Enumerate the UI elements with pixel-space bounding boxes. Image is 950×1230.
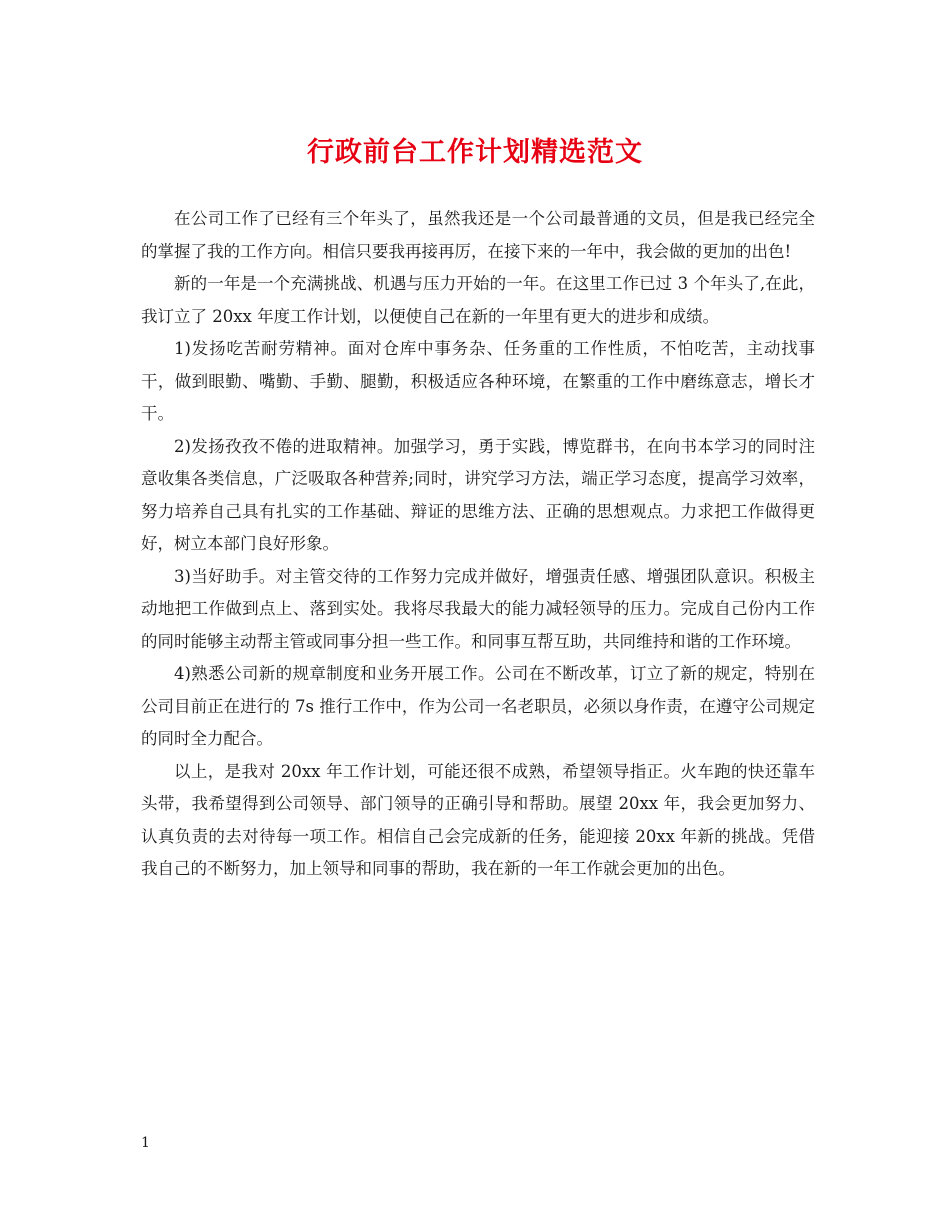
page-number: 1 — [141, 1135, 150, 1151]
paragraph-new-year: 新的一年是一个充满挑战、机遇与压力开始的一年。在这里工作已过 3 个年头了,在此，我订立了 20xx 年度工作计划，以便使自己在新的一年里有更大的进步和成绩。 — [141, 274, 815, 326]
paragraph-item-4: 4)熟悉公司新的规章制度和业务开展工作。公司在不断改革，订立了新的规定，特别在公司目前正在进行的 7s 推行工作中，作为公司一名老职员，必须以身作责，在遵守公司规定的同时全力配合。 — [141, 664, 815, 748]
paragraph-item-2: 2)发扬孜孜不倦的进取精神。加强学习，勇于实践，博览群书，在向书本学习的同时注意收集各类信息，广泛吸取各种营养;同时，讲究学习方法，端正学习态度，提高学习效率，努力培养自己具有扎实的工作基础、辩证的思维方法、正确的思想观点。力求把工作做得更好，树立本部门良好形象。 — [141, 436, 815, 553]
paragraph-item-1: 1)发扬吃苦耐劳精神。面对仓库中事务杂、任务重的工作性质，不怕吃苦，主动找事干，做到眼勤、嘴勤、手勤、腿勤，积极适应各种环境，在繁重的工作中磨练意志，增长才干。 — [141, 339, 815, 423]
document-title: 行政前台工作计划精选范文 — [307, 137, 643, 168]
paragraph-item-3: 3)当好助手。对主管交待的工作努力完成并做好，增强责任感、增强团队意识。积极主动地把工作做到点上、落到实处。我将尽我最大的能力减轻领导的压力。完成自己份内工作的同时能够主动帮主管或同事分担一些工作。和同事互帮互助，共同维持和谐的工作环境。 — [141, 566, 815, 651]
document-body — [141, 203, 815, 886]
paragraph-intro: 在公司工作了已经有三个年头了，虽然我还是一个公司最普通的文员，但是我已经完全的掌握了我的工作方向。相信只要我再接再厉，在接下来的一年中，我会做的更加的出色! — [141, 209, 815, 261]
paragraph-conclusion: 以上，是我对 20xx 年工作计划，可能还很不成熟，希望领导指正。火车跑的快还靠车头带，我希望得到公司领导、部门领导的正确引导和帮助。展望 20xx 年，我会更加努力、认真负责的去对待每一项工作。相信自己会完成新的任务，能迎接 20xx 年新的挑战。凭借我自己的不断努力，加上领导和同事的帮助，我在新的一年工作就会更加的出色。 — [141, 761, 815, 878]
